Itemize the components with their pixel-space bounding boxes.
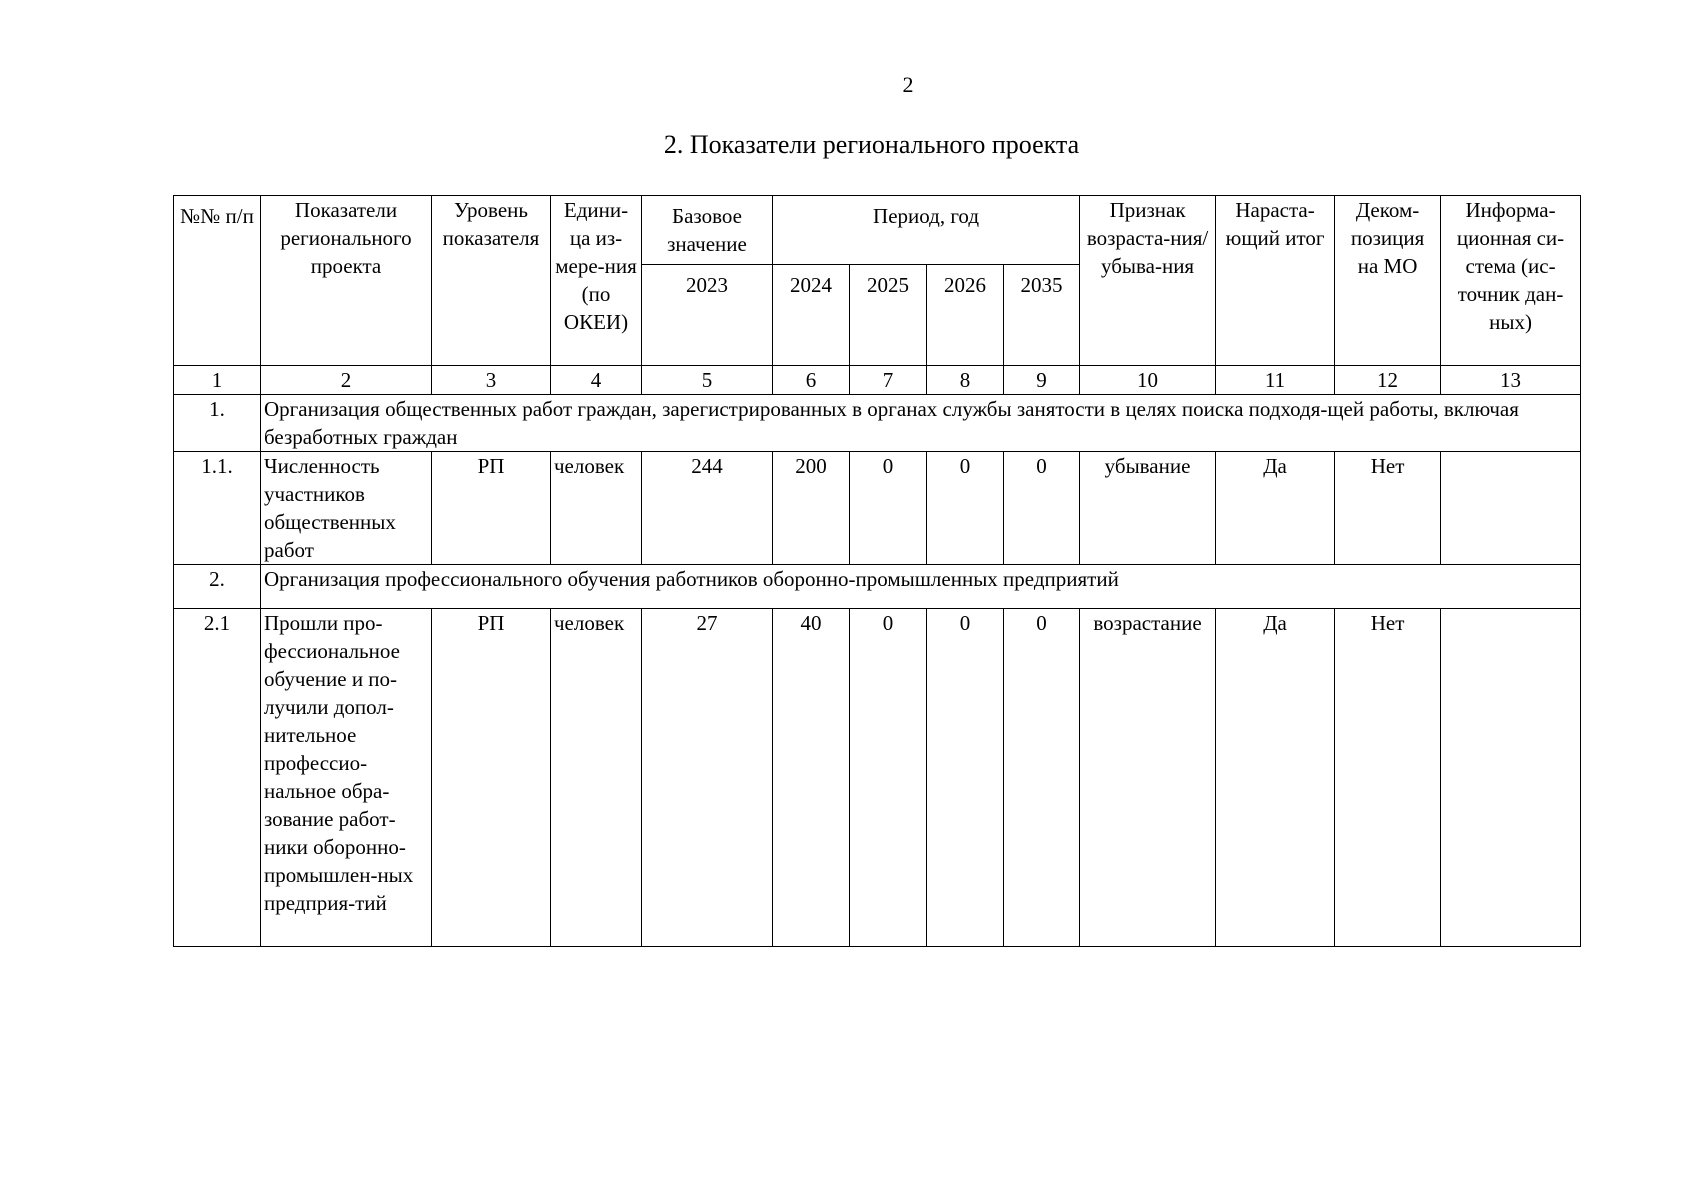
table-row bbox=[174, 452, 1581, 565]
trend: возрастание bbox=[1080, 609, 1216, 947]
value-2035: 0 bbox=[1004, 452, 1080, 565]
value-2024: 40 bbox=[773, 609, 850, 947]
column-number: 13 bbox=[1441, 366, 1581, 395]
section-number: 2. bbox=[174, 565, 261, 609]
column-numbers-row bbox=[174, 366, 1581, 395]
header-number: №№ п/п bbox=[174, 196, 261, 366]
header-info-system: Информа-ционная си-стема (ис-точник дан-ных) bbox=[1441, 196, 1581, 366]
header-base-year: 2023 bbox=[642, 265, 773, 366]
indicator-name: Численность участников общественных работ bbox=[261, 452, 432, 565]
cumulative: Да bbox=[1216, 452, 1335, 565]
column-number: 5 bbox=[642, 366, 773, 395]
unit: человек bbox=[551, 452, 642, 565]
column-number: 10 bbox=[1080, 366, 1216, 395]
column-number: 1 bbox=[174, 366, 261, 395]
column-number: 12 bbox=[1335, 366, 1441, 395]
decomposition: Нет bbox=[1335, 452, 1441, 565]
section-row bbox=[174, 395, 1581, 452]
header-period: Период, год bbox=[773, 196, 1080, 265]
column-number: 11 bbox=[1216, 366, 1335, 395]
header-decomposition: Деком-позиция на МО bbox=[1335, 196, 1441, 366]
header-year-2024: 2024 bbox=[773, 265, 850, 366]
base-value: 27 bbox=[642, 609, 773, 947]
indicators-table bbox=[173, 195, 1581, 947]
row-number: 1.1. bbox=[174, 452, 261, 565]
section-number: 1. bbox=[174, 395, 261, 452]
indicator-level: РП bbox=[432, 609, 551, 947]
value-2025: 0 bbox=[850, 609, 927, 947]
info-system bbox=[1441, 609, 1581, 947]
header-cumulative: Нараста-ющий итог bbox=[1216, 196, 1335, 366]
row-number: 2.1 bbox=[174, 609, 261, 947]
section-title-cell: Организация профессионального обучения работников оборонно-промышленных предприятий bbox=[261, 565, 1581, 609]
column-number: 2 bbox=[261, 366, 432, 395]
value-2035: 0 bbox=[1004, 609, 1080, 947]
column-number: 9 bbox=[1004, 366, 1080, 395]
decomposition: Нет bbox=[1335, 609, 1441, 947]
value-2026: 0 bbox=[927, 452, 1004, 565]
section-title: 2. Показатели регионального проекта bbox=[663, 130, 1080, 159]
header-base-value: Базовое значение bbox=[642, 196, 773, 265]
column-number: 6 bbox=[773, 366, 850, 395]
column-number: 7 bbox=[850, 366, 927, 395]
indicator-level: РП bbox=[432, 452, 551, 565]
base-value: 244 bbox=[642, 452, 773, 565]
info-system bbox=[1441, 452, 1581, 565]
header-trend: Признак возраста-ния/убыва-ния bbox=[1080, 196, 1216, 366]
unit: человек bbox=[551, 609, 642, 947]
header-level: Уровень показателя bbox=[432, 196, 551, 366]
table-row bbox=[174, 609, 1581, 947]
section-title-cell: Организация общественных работ граждан, зарегистрированных в органах службы занятости в целях поиска подходя-щей работы, включая безработных граждан bbox=[261, 395, 1581, 452]
value-2025: 0 bbox=[850, 452, 927, 565]
header-unit: Едини-ца из-мере-ния (по ОКЕИ) bbox=[551, 196, 642, 366]
section-row bbox=[174, 565, 1581, 609]
header-year-2026: 2026 bbox=[927, 265, 1004, 366]
header-indicator: Показатели регионального проекта bbox=[261, 196, 432, 366]
indicator-name: Прошли про-фессиональное обучение и по-лучили допол-нительное профессио-нальное обра-зование работ-ники оборонно-промышлен-ных предприя-тий bbox=[261, 609, 432, 947]
column-number: 3 bbox=[432, 366, 551, 395]
column-number: 4 bbox=[551, 366, 642, 395]
header-year-2025: 2025 bbox=[850, 265, 927, 366]
trend: убывание bbox=[1080, 452, 1216, 565]
value-2026: 0 bbox=[927, 609, 1004, 947]
column-number: 8 bbox=[927, 366, 1004, 395]
page-number: 2 bbox=[902, 72, 914, 97]
cumulative: Да bbox=[1216, 609, 1335, 947]
value-2024: 200 bbox=[773, 452, 850, 565]
header-year-2035: 2035 bbox=[1004, 265, 1080, 366]
